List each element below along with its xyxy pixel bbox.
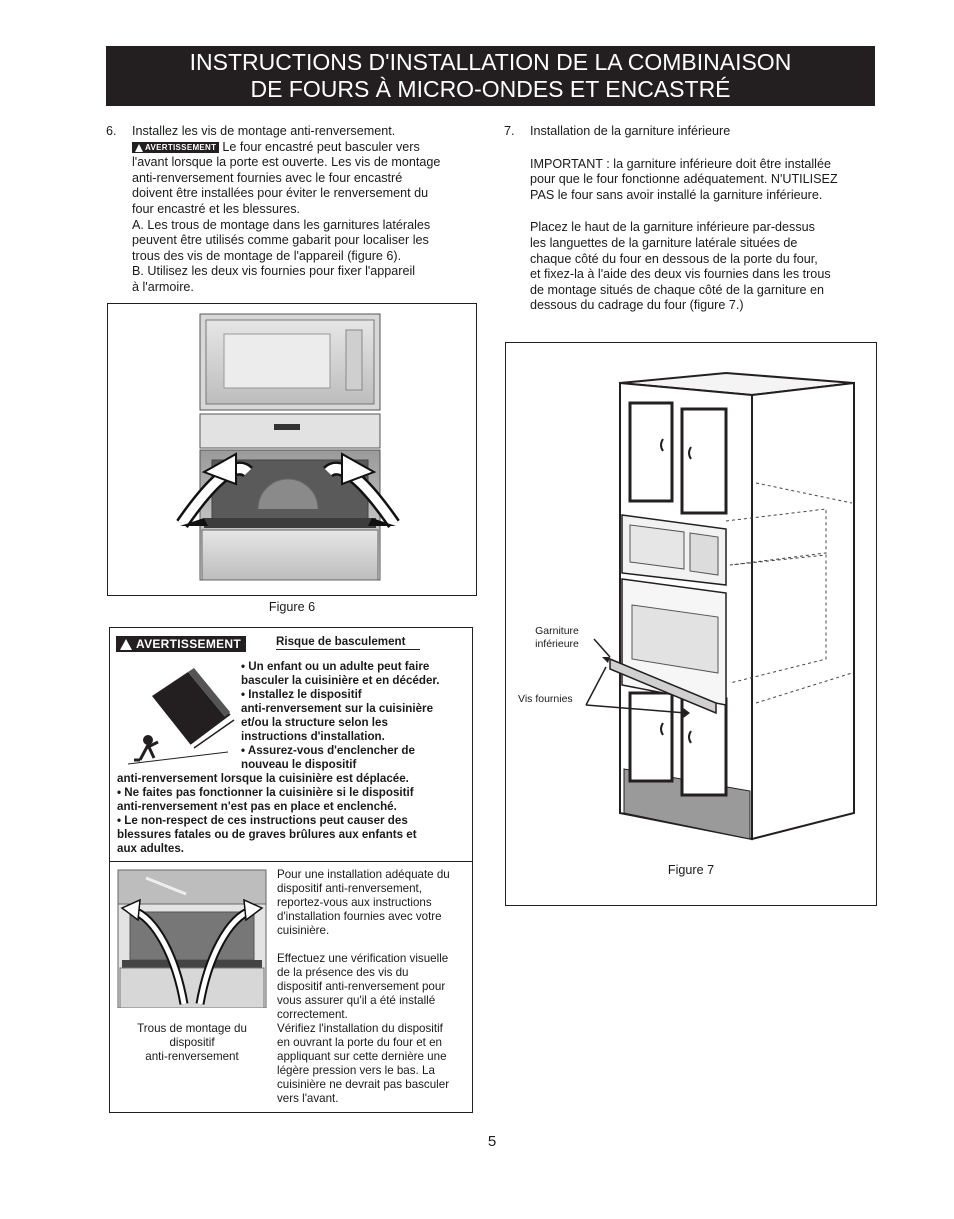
step-6-number: 6. (106, 124, 117, 138)
warning-box (109, 627, 473, 1113)
step-6: 6. Installez les vis de montage anti-renversement. AVERTISSEMENT Le four encastré peut basculer vers l'avant lorsque la porte est ouverte. Les vis de montage anti-renversement fournies avec le four encastré doivent être installées pour éviter le renversement du four encastré et les blessures. A. Les trous de montage dans les garnitures latérales peuvent être utilisés comme gabarit pour localiser les trous des vis de montage de l'appareil (figure 6). B. Utilisez les deux vis fournies pour fixer l'appareil à l'armoire. (106, 124, 486, 296)
step-6-title: Installez les vis de montage anti-renversement. (132, 124, 396, 138)
warning-icon (135, 144, 143, 152)
step-7: 7. Installation de la garniture inférieure IMPORTANT : la garniture inférieure doit être installée pour que le four fonctionne adéquatement. N'UTILISEZ PAS le four sans avoir installé la garniture inférieure. Placez le haut de la garniture inférieure par-dessus les languettes de la garniture latérale situées de chaque côté du four en dessous de la porte du four, et fixez-la à l'aide des deux vis fournies dans les trous de montage situés de chaque côté de la garniture en dessous du cadrage du four (figure 7.) (504, 124, 879, 314)
figure-6-frame (107, 303, 477, 596)
image-caption: Trous de montage du dispositif anti-renversement (137, 1022, 247, 1063)
title-banner (106, 46, 875, 106)
page-number: 5 (487, 1133, 497, 1150)
warning-list-full: anti-renversement lorsque la cuisinière est déplacée. • Ne faites pas fonctionner la cuisinière si le dispositif anti-renversement n'est pas en place et enclenché. • Le non-respect de ces instructions peut causer des blessures fatales ou de graves brûlures aux enfants et aux adultes. (117, 772, 417, 855)
step-7-title: Installation de la garniture inférieure (530, 124, 731, 138)
label-screws: Vis fournies (518, 693, 573, 705)
anti-tip-range-illustration (116, 868, 268, 1008)
warning-instructions: Pour une installation adéquate du dispositif anti-renversement, reportez-vous aux instructions d'installation fournies avec votre cuisinière. Effectuez une vérification visuelle de la présence des vis du dispositif anti-renversement pour vous assurer qu'il a été installé correctement. Vérifiez l'installation du dispositif en ouvrant la porte du four et en appliquant sur cette dernière une légère pression vers le bas. La cuisinière ne devrait pas basculer vers l'avant. (277, 868, 450, 1105)
figure-6-caption: Figure 6 (268, 600, 316, 614)
oven-open-door-illustration (108, 304, 476, 595)
figure-7-caption: Figure 7 (667, 863, 715, 877)
warning-badge-small: AVERTISSEMENT (132, 142, 219, 153)
warning-icon (120, 639, 132, 650)
label-bottom-trim: Garniture inférieure (535, 625, 579, 650)
tipping-range-icon (118, 668, 238, 768)
warning-badge: AVERTISSEMENT (116, 636, 246, 652)
figure-7-frame (505, 342, 877, 906)
warning-divider (110, 861, 472, 862)
title-line-2: DE FOURS À MICRO-ONDES ET ENCASTRÉ (250, 76, 731, 102)
warning-heading: Risque de basculement (276, 635, 420, 650)
title-line-1: INSTRUCTIONS D'INSTALLATION DE LA COMBINAISON (189, 49, 792, 75)
step-7-number: 7. (504, 124, 515, 138)
wall-oven-cabinet-illustration (506, 343, 876, 905)
warning-list-right: • Un enfant ou un adulte peut faire basculer la cuisinière et en décéder. • Installez le dispositif anti-renversement sur la cuisinière et/ou la structure selon les instructions d'installation. • Assurez-vous d'enclencher de nouveau le dispositif (241, 660, 440, 771)
